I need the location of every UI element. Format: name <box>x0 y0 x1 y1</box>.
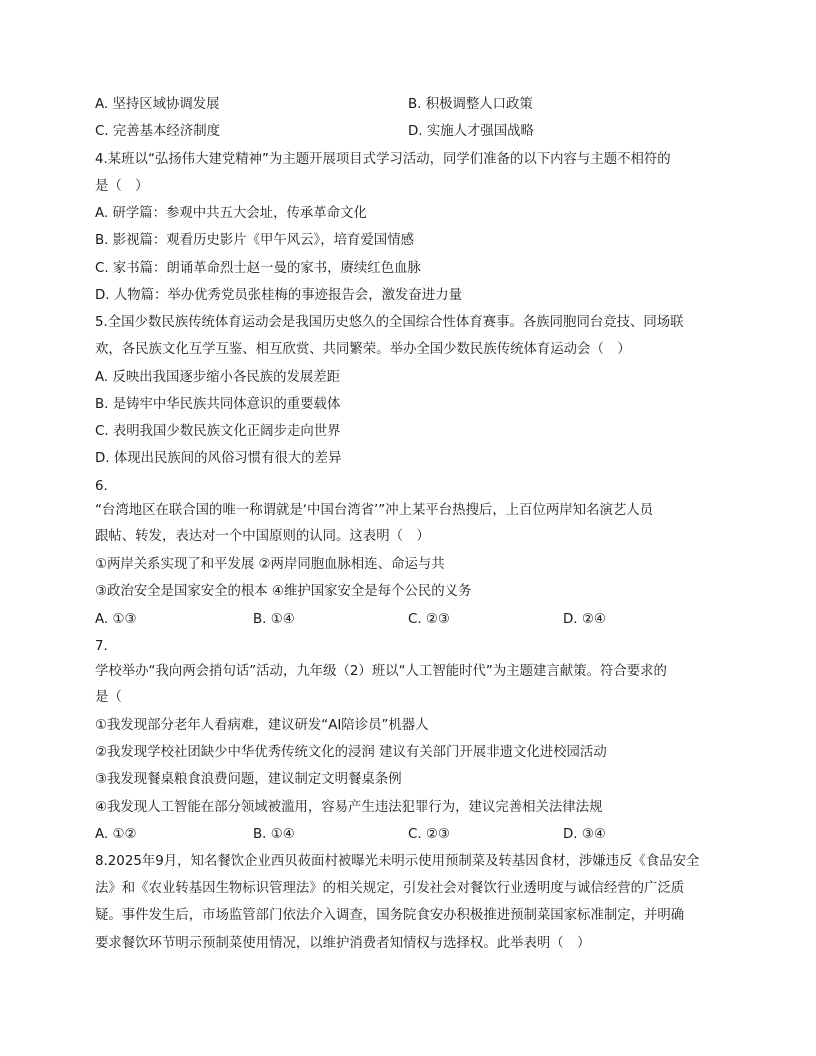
q5-option-c: C. 表明我国少数民族文化正阔步走向世界 <box>95 424 341 439</box>
q7-option-d: D. ③④ <box>563 827 606 842</box>
q8-stem-line-2: 法》和《农业转基因生物标识管理法》的相关规定，引发社会对餐饮行业透明度与诚信经营的广泛质 <box>95 881 685 896</box>
q5-stem-line-1: 5.全国少数民族传统体育运动会是我国历史悠久的全国综合性体育赛事。各族同胞同台竞技、同场联 <box>95 315 684 330</box>
q5-option-b: B. 是铸牢中华民族共同体意识的重要载体 <box>95 397 341 412</box>
q7-stem-line-2: 是（ <box>95 690 122 705</box>
q6-option-b: B. ①④ <box>253 612 295 627</box>
q7-option-c: C. ②③ <box>408 827 450 842</box>
q7-number: 7. <box>95 639 108 654</box>
q6-number: 6. <box>95 479 108 494</box>
q4-option-c: C. 家书篇：朗诵革命烈士赵一曼的家书，赓续红色血脉 <box>95 261 421 276</box>
q8-stem-line-3: 疑。事件发生后，市场监管部门依法介入调查，国务院食安办积极推进预制菜国家标准制定，并明确 <box>95 908 685 923</box>
q5-stem-line-2: 欢，各民族文化互学互鉴、相互欣赏、共同繁荣。举办全国少数民族传统体育运动会（ ） <box>95 342 631 357</box>
q4-option-d: D. 人物篇：举办优秀党员张桂梅的事迹报告会，激发奋进力量 <box>95 288 462 303</box>
q3-option-d: D. 实施人才强国战略 <box>408 124 534 139</box>
q3-option-a: A. 坚持区域协调发展 <box>95 97 220 112</box>
q7-option-b: B. ①④ <box>253 827 295 842</box>
q4-option-b: B. 影视篇：观看历史影片《甲午风云》，培育爱国情感 <box>95 233 414 248</box>
q7-statement-2: ②我发现学校社团缺少中华优秀传统文化的浸润 建议有关部门开展非遗文化进校园活动 <box>95 745 607 760</box>
q5-option-a: A. 反映出我国逐步缩小各民族的发展差距 <box>95 370 341 385</box>
q6-option-c: C. ②③ <box>408 612 450 627</box>
q6-stem-line-1: “台湾地区在联合国的唯一称谓就是‘中国台湾省’”冲上某平台热搜后，上百位两岸知名演艺人员 <box>95 503 654 518</box>
q7-statement-4: ④我发现人工智能在部分领域被滥用，容易产生违法犯罪行为，建议完善相关法律法规 <box>95 800 603 815</box>
q4-stem-line-1: 4.某班以“弘扬伟大建党精神”为主题开展项目式学习活动，同学们准备的以下内容与主题不相符的 <box>95 152 671 167</box>
q8-stem-line-1: 8.2025年9月，知名餐饮企业西贝莜面村被曝光未明示使用预制菜及转基因食材，涉嫌违反《食品安全 <box>95 854 700 869</box>
q6-option-a: A. ①③ <box>95 612 137 627</box>
q5-option-d: D. 体现出民族间的风俗习惯有很大的差异 <box>95 451 342 466</box>
q8-stem-line-4: 要求餐饮环节明示预制菜使用情况，以维护消费者知情权与选择权。此举表明（ ） <box>95 936 591 951</box>
q4-option-a: A. 研学篇：参观中共五大会址，传承革命文化 <box>95 206 367 221</box>
q7-statement-1: ①我发现部分老年人看病难，建议研发“AI陪诊员”机器人 <box>95 718 429 733</box>
q6-statements-line-1: ①两岸关系实现了和平发展 ②两岸同胞血脉相连、命运与共 <box>95 557 445 572</box>
q7-stem-line-1: 学校举办“我向两会捎句话”活动，九年级（2）班以“人工智能时代”为主题建言献策。符合要求的 <box>95 664 667 679</box>
q3-option-b: B. 积极调整人口政策 <box>408 97 533 112</box>
q6-option-d: D. ②④ <box>563 612 606 627</box>
q6-stem-line-2: 跟帖、转发，表达对一个中国原则的认同。这表明（ ） <box>95 529 430 544</box>
q7-statement-3: ③我发现餐桌粮食浪费问题，建议制定文明餐桌条例 <box>95 772 402 787</box>
q3-option-c: C. 完善基本经济制度 <box>95 124 220 139</box>
q4-stem-line-2: 是（ ） <box>95 179 149 194</box>
q6-statements-line-2: ③政治安全是国家安全的根本 ④维护国家安全是每个公民的义务 <box>95 584 472 599</box>
q7-option-a: A. ①② <box>95 827 137 842</box>
